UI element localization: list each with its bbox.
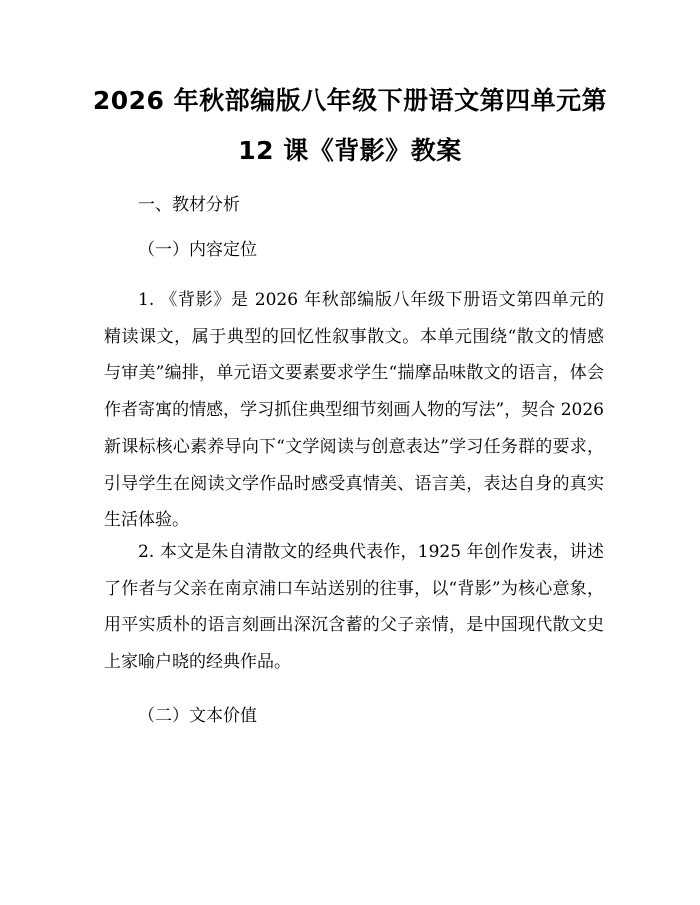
paragraph-1: 1. 《背影》是 2026 年秋部编版八年级下册语文第四单元的精读课文，属于典型的回忆性叙事散文。本单元围绕“散文的情感与审美”编排，单元语文要素要求学生“揣摩品味散文的语言，体会作者寄寓的情感，学习抓住典型细节刻画人物的写法”，契合 2026 新课标核心素养导向下“文学阅读与创意表达”学习任务群的要求，引导学生在阅读文学作品时感受真情美、语言美，表达自身的真实生活体验。 (104, 290, 604, 531)
section-heading-teaching-material-analysis: 一、教材分析 (138, 195, 240, 215)
document-title-line-2: 12 课《背影》教案 (238, 136, 462, 165)
paragraph-2: 2. 本文是朱自清散文的经典代表作，1925 年创作发表，讲述了作者与父亲在南京浦口车站送别的往事，以“背影”为核心意象，用平实质朴的语言刻画出深沉含蓄的父子亲情，是中国现代散文史上家喻户晓的经典作品。 (104, 542, 604, 673)
subsection-heading-content-positioning: （一）内容定位 (138, 240, 257, 260)
subsection-heading-text-value: （二）文本价值 (138, 706, 257, 726)
document-title-line-1: 2026 年秋部编版八年级下册语文第四单元第 (92, 86, 608, 115)
